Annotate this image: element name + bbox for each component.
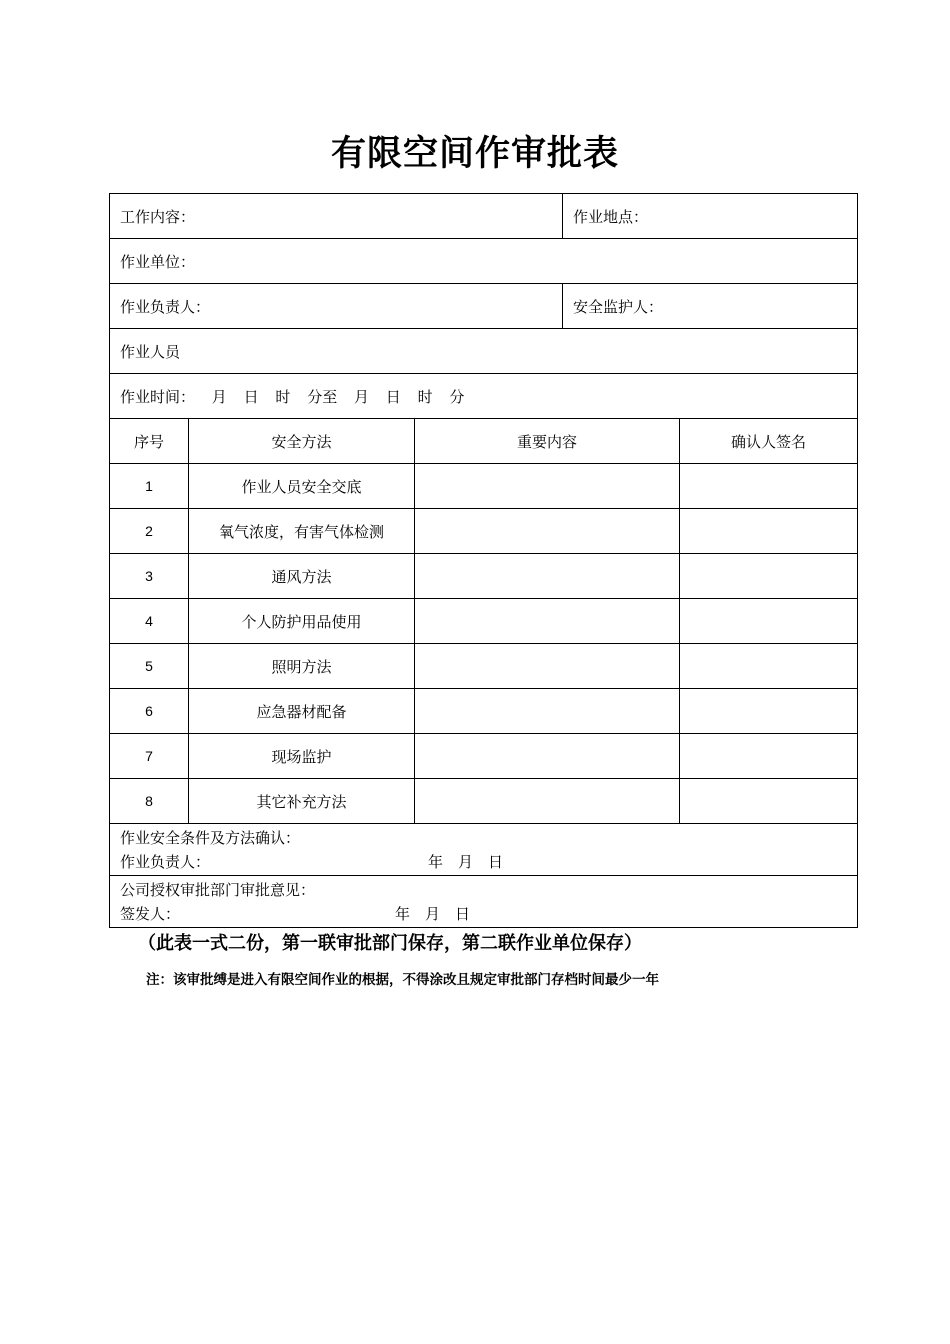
table-row [110,734,858,779]
table-row [110,464,858,509]
approval-date-label: 年 月 日 [395,905,471,923]
row-method: 其它补充方法 [189,779,415,824]
work-location-field[interactable] [563,194,858,239]
work-time-day-end: 日 [385,387,401,406]
row-signature-cell[interactable] [680,554,858,599]
header-method: 安全方法 [189,419,415,464]
person-in-charge-label: 作业负责人： [120,297,211,316]
row-method: 个人防护用品使用 [189,599,415,644]
row-no: 6 [110,689,189,734]
work-time-month-start: 月 [211,387,227,406]
header-signature: 确认人签名 [680,419,858,464]
work-time-hour-start: 时 [275,387,291,406]
work-time-minute-start: 分至 [307,387,338,406]
row-workers [110,329,858,374]
row-method: 照明方法 [189,644,415,689]
row-signature-cell[interactable] [680,509,858,554]
work-unit-label: 作业单位： [120,252,196,271]
row-work-unit [110,239,858,284]
work-time-field[interactable] [110,374,858,419]
work-time-month-end: 月 [353,387,369,406]
archive-note: 注：该审批缚是进入有限空间作业的根据，不得涂改且规定审批部门存档时间最少一年 [146,972,659,988]
row-method: 应急器材配备 [189,689,415,734]
row-method: 氧气浓度，有害气体检测 [189,509,415,554]
work-time-day-start: 日 [243,387,259,406]
row-method: 通风方法 [189,554,415,599]
row-no: 2 [110,509,189,554]
row-work-content [110,194,858,239]
work-content-label: 工作内容： [120,207,196,226]
safety-confirm-field[interactable] [110,824,858,876]
work-unit-field[interactable] [110,239,858,284]
work-time-minute-end: 分 [449,387,465,406]
table-row [110,599,858,644]
safety-confirm-label: 作业安全条件及方法确认： [120,829,301,847]
row-work-time [110,374,858,419]
safety-supervisor-field[interactable] [563,284,858,329]
row-no: 5 [110,644,189,689]
row-signature-cell[interactable] [680,599,858,644]
row-no: 4 [110,599,189,644]
row-content-cell[interactable] [415,689,680,734]
row-no: 8 [110,779,189,824]
row-signature-cell[interactable] [680,644,858,689]
row-signature-cell[interactable] [680,689,858,734]
confirm-date-label: 年 月 日 [428,853,504,871]
copies-note: （此表一式二份，第一联审批部门保存，第二联作业单位保存） [138,933,642,954]
workers-label: 作业人员 [120,342,181,361]
row-content-cell[interactable] [415,779,680,824]
row-content-cell[interactable] [415,734,680,779]
table-row [110,509,858,554]
work-location-label: 作业地点： [573,207,649,226]
approval-opinion-field[interactable] [110,876,858,928]
person-in-charge-field[interactable] [110,284,563,329]
table-header-row [110,419,858,464]
row-content-cell[interactable] [415,464,680,509]
table-row [110,689,858,734]
row-method: 现场监护 [189,734,415,779]
approval-form-table [109,193,858,928]
row-content-cell[interactable] [415,509,680,554]
row-approval [110,876,858,928]
safety-supervisor-label: 安全监护人： [573,297,664,316]
row-safety-confirm [110,824,858,876]
table-row [110,644,858,689]
work-time-hour-end: 时 [417,387,433,406]
work-time-label: 作业时间： [120,387,196,406]
row-signature-cell[interactable] [680,464,858,509]
header-content: 重要内容 [415,419,680,464]
table-row [110,554,858,599]
row-no: 1 [110,464,189,509]
confirm-person-label: 作业负责人： [120,853,211,871]
signer-label: 签发人： [120,905,181,923]
row-no: 3 [110,554,189,599]
row-no: 7 [110,734,189,779]
row-content-cell[interactable] [415,554,680,599]
approval-opinion-label: 公司授权审批部门审批意见： [120,881,316,899]
header-no: 序号 [110,419,189,464]
row-signature-cell[interactable] [680,779,858,824]
workers-field[interactable] [110,329,858,374]
row-person-in-charge [110,284,858,329]
row-content-cell[interactable] [415,599,680,644]
row-method: 作业人员安全交底 [189,464,415,509]
table-row [110,779,858,824]
form-title: 有限空间作审批表 [330,134,619,174]
row-content-cell[interactable] [415,644,680,689]
row-signature-cell[interactable] [680,734,858,779]
work-content-field[interactable] [110,194,563,239]
